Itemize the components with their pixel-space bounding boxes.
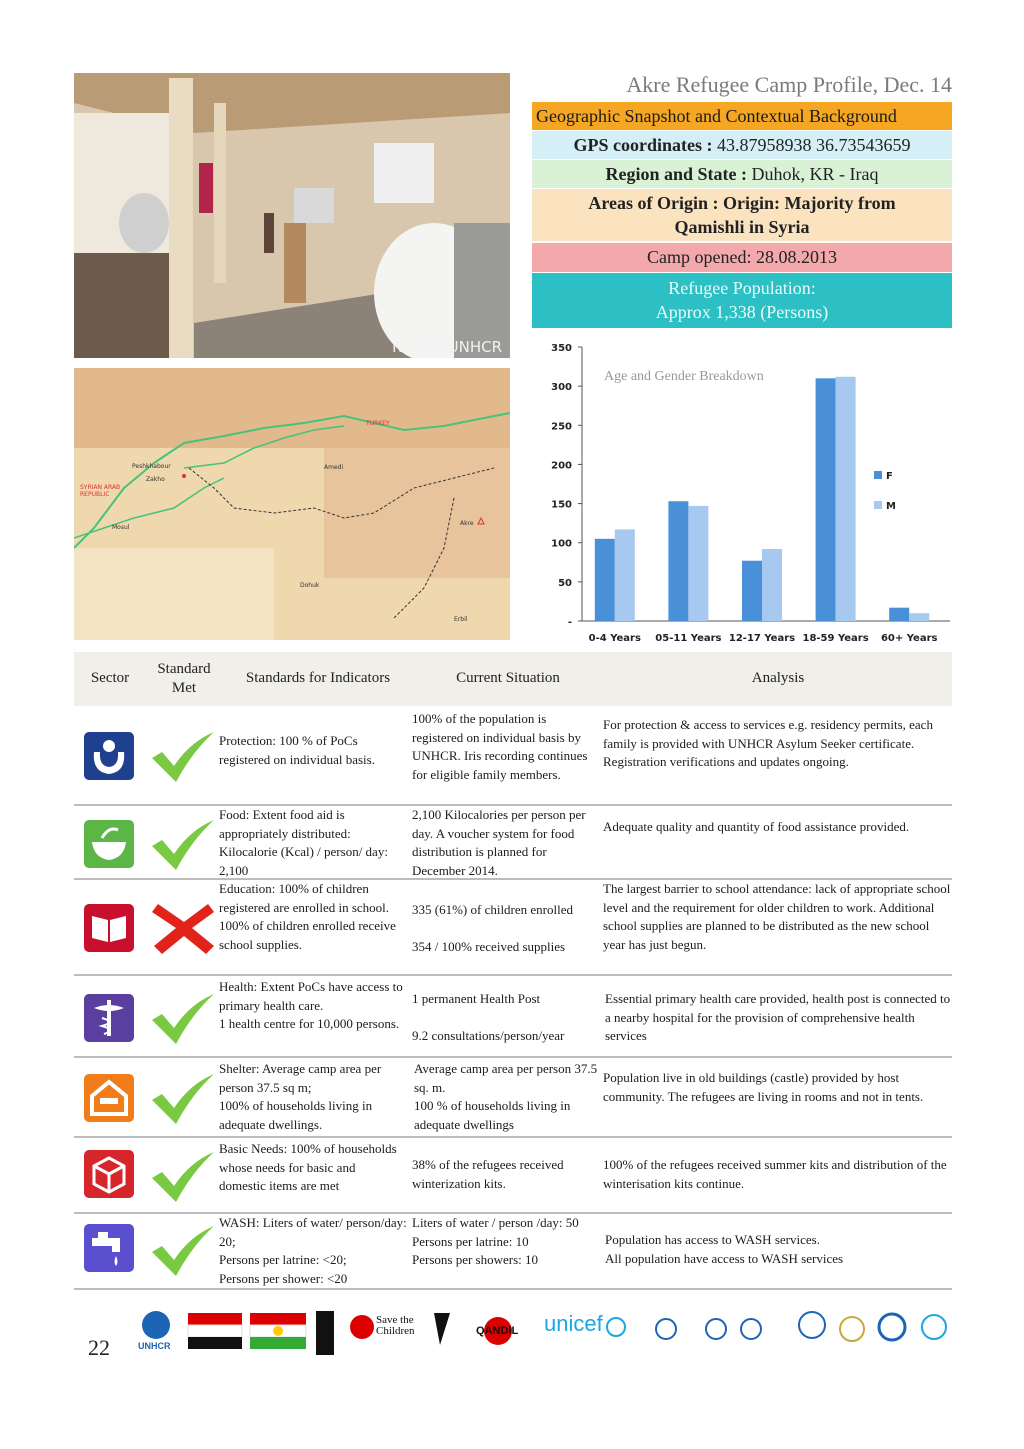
chart-canvas <box>532 335 952 651</box>
bar-f-4 <box>889 608 909 621</box>
page-title: Akre Refugee Camp Profile, Dec. 14 <box>626 72 952 97</box>
legend-label-f: F <box>886 471 893 482</box>
shelter-icon <box>84 1074 134 1122</box>
age-gender-chart <box>532 335 952 651</box>
y-tick-label: 300 <box>551 382 572 394</box>
qandil-logo-text: QANDIL <box>476 1325 519 1337</box>
camp-photo-image <box>74 73 510 358</box>
y-tick-label: 100 <box>551 538 572 550</box>
x-tick-label: 60+ Years <box>880 633 938 644</box>
location-map <box>74 368 510 640</box>
analysis-text: Essential primary health care provided, health post is connected to a nearby hospital for the provision of comprehensive health services <box>605 991 951 1043</box>
map-label-zakho: Zakho <box>146 476 165 483</box>
cross-icon <box>148 898 220 958</box>
page-number: 22 <box>88 1335 110 1360</box>
region-value: Duhok, KR - Iraq <box>747 164 879 184</box>
header-sector: Sector <box>90 670 130 686</box>
table-row-food <box>74 806 952 880</box>
map-label-dohuk: Dohuk <box>300 582 320 589</box>
table-row-health <box>74 976 952 1058</box>
header-analysis: Analysis <box>751 670 805 686</box>
map-label-syria: SYRIAN ARAB REPUBLIC <box>80 484 121 498</box>
analysis-text: The largest barrier to school attendance: lack of appropriate school level and the requirement for older children to work. Additional school supplies are planned to be distributed as the new school year has just begun. <box>603 881 951 952</box>
map-label-turkey: TURKEY <box>366 420 390 427</box>
standard-text: WASH: Liters of water/ person/day: 20; Persons per latrine: <20; Persons per shower: <20 <box>219 1215 407 1286</box>
basic-needs-icon <box>84 1150 134 1198</box>
bar-m-3 <box>836 377 856 621</box>
standard-text: Food: Extent food aid is appropriately distributed: Kilocalorie (Kcal) / person/ day: 2,100 <box>219 807 388 878</box>
check-icon <box>148 1222 220 1282</box>
current-text: 2,100 Kilocalories per person per day. A voucher system for food distribution is planned for December 2014. <box>412 807 586 878</box>
bar-m-2 <box>762 549 782 621</box>
standard-text: Education: 100% of children registered are enrolled in school. 100% of children enrolled receive school supplies. <box>219 881 396 952</box>
analysis-text: For protection & access to services e.g. residency permits, each family is provided with UNHCR Asylum Seeker certificate. Registration verifications and updates ongoing. <box>603 717 933 769</box>
wash-icon <box>84 1224 134 1272</box>
analysis-text: Adequate quality and quantity of food assistance provided. <box>603 819 910 834</box>
current-text: 1 permanent Health Post 9.2 consultations/person/year <box>412 991 565 1043</box>
gps-label: GPS coordinates : <box>573 135 713 155</box>
table-row-education <box>74 880 952 976</box>
unhcr-logo-text: UNHCR <box>138 1341 171 1351</box>
region-label: Region and State : <box>605 164 748 184</box>
chart-title: Age and Gender Breakdown <box>604 369 764 384</box>
header-standard-met-2: Met <box>171 680 197 696</box>
table-row-shelter <box>74 1058 952 1138</box>
table-row-basic-needs <box>74 1138 952 1214</box>
protection-icon <box>84 732 134 780</box>
bar-f-2 <box>742 561 762 621</box>
origin-line-1: Areas of Origin : Origin: Majority from <box>588 193 896 213</box>
bar-f-1 <box>668 501 688 621</box>
header-current: Current Situation <box>456 670 560 686</box>
bar-m-1 <box>688 506 708 621</box>
bar-m-0 <box>615 529 635 621</box>
origin-row <box>532 189 952 241</box>
population-box <box>532 273 952 328</box>
snapshot-heading: Geographic Snapshot and Contextual Background <box>532 102 952 130</box>
x-tick-label: 0-4 Years <box>588 633 641 644</box>
analysis-text: Population has access to WASH services. All population have access to WASH services <box>605 1232 844 1266</box>
header-standards: Standards for Indicators <box>245 670 391 686</box>
health-icon <box>84 994 134 1042</box>
map-label-amedi: Amedi <box>324 464 344 471</box>
legend-swatch-m <box>874 501 882 509</box>
bar-f-0 <box>595 539 615 621</box>
camp-opened: Camp opened: 28.08.2013 <box>532 243 952 272</box>
map-label-mosul: Mosul <box>112 524 130 531</box>
y-tick-label: - <box>567 617 572 628</box>
standard-text: Shelter: Average camp area per person 37.5 sq m; 100% of households living in adequate dwellings. <box>219 1061 382 1132</box>
map-label-erbil: Erbil <box>454 616 468 623</box>
check-icon <box>148 1148 220 1208</box>
y-tick-label: 250 <box>551 421 572 433</box>
population-line-1: Refugee Population: <box>668 278 816 298</box>
current-text: Average camp area per person 37.5 sq. m. 100 % of households living in adequate dwellings <box>414 1061 598 1132</box>
legend-swatch-f <box>874 471 882 479</box>
header-standard-met-1: Standard <box>157 661 211 677</box>
education-icon <box>84 904 134 952</box>
y-tick-label: 50 <box>558 577 572 589</box>
origin-line-2: Qamishli in Syria <box>674 217 810 237</box>
photo-credit: N. Colt/UNHCR <box>392 338 502 356</box>
gps-row <box>532 131 952 159</box>
food-icon <box>84 820 134 868</box>
map-label-akre: Akre <box>460 520 474 527</box>
check-icon <box>148 990 220 1050</box>
unicef-logo-text: unicef <box>544 1311 603 1336</box>
y-tick-label: 350 <box>551 343 572 354</box>
y-tick-label: 150 <box>551 499 572 511</box>
current-text: Liters of water / person /day: 50 Persons per latrine: 10 Persons per showers: 10 <box>412 1215 579 1267</box>
x-tick-label: 05-11 Years <box>655 633 722 644</box>
x-tick-label: 12-17 Years <box>728 633 796 644</box>
bar-m-4 <box>909 613 929 621</box>
table-header <box>74 652 952 706</box>
region-row <box>532 160 952 188</box>
standard-text: Basic Needs: 100% of households whose needs for basic and domestic items are met <box>219 1141 397 1193</box>
partner-logos <box>136 1305 956 1365</box>
analysis-text: 100% of the refugees received summer kits and distribution of the winterisation kits continue. <box>603 1157 947 1191</box>
map-label-peshkhabour: Peshkhabour <box>132 463 171 470</box>
bar-f-3 <box>816 378 836 621</box>
save-the-children-logo-text: Save the Children <box>376 1314 415 1337</box>
table-row-wash <box>74 1214 952 1290</box>
gps-value: 43.87958938 36.73543659 <box>712 135 911 155</box>
check-icon <box>148 816 220 876</box>
check-icon <box>148 728 220 788</box>
y-tick-label: 200 <box>551 460 572 472</box>
standard-text: Protection: 100 % of PoCs registered on individual basis. <box>219 733 375 767</box>
legend-label-m: M <box>886 501 896 512</box>
current-text: 335 (61%) of children enrolled 354 / 100% received supplies <box>412 902 574 954</box>
header-standard-met <box>144 660 224 698</box>
table-row-protection <box>74 708 952 806</box>
map-terrain <box>74 368 510 640</box>
standard-text: Health: Extent PoCs have access to primary health care. 1 health centre for 10,000 persons. <box>219 979 403 1031</box>
x-tick-label: 18-59 Years <box>802 633 869 644</box>
current-text: 38% of the refugees received winterization kits. <box>412 1157 564 1191</box>
check-icon <box>148 1070 220 1130</box>
current-text: 100% of the population is registered on individual basis by UNHCR. Iris recording continues for eligible family members. <box>412 711 588 782</box>
analysis-text: Population live in old buildings (castle) provided by host community. The refugees are living in rooms and not in tents. <box>603 1070 924 1104</box>
camp-photo <box>74 73 510 358</box>
population-line-2: Approx 1,338 (Persons) <box>655 302 829 322</box>
